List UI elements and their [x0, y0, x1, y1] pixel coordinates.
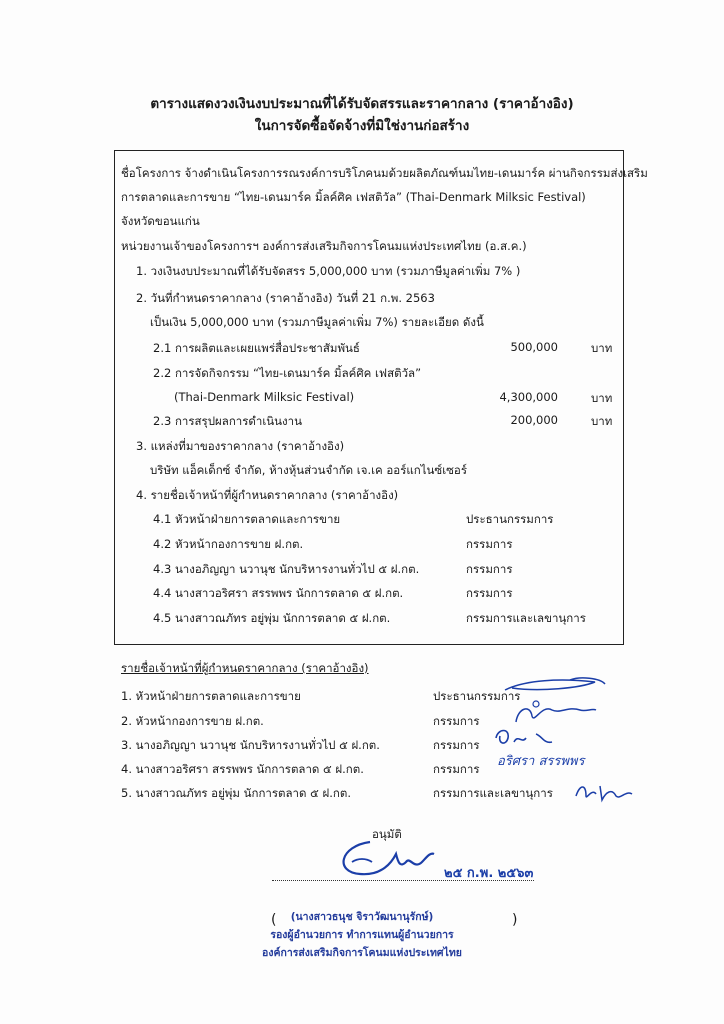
- project-province: จังหวัดขอนแก่น: [121, 214, 200, 228]
- item-3: 3. แหล่งที่มาของราคากลาง (ราคาอ้างอิง): [136, 439, 345, 453]
- committee-box-name-4: 4.4 นางสาวอริศรา สรรพพร นักการตลาด ๕ ฝ.กต.: [153, 586, 404, 600]
- sig-row-role-5: กรรมการและเลขานุการ: [433, 786, 553, 800]
- project-name-line2: การตลาดและการขาย “ไทย-เดนมาร์ค มิ้ลค์ศิค เฟสติวัล” (Thai-Denmark Milksic Festival): [121, 190, 586, 204]
- signer-paren-open: (: [271, 912, 277, 928]
- sig-row-role-3: กรรมการ: [433, 738, 480, 752]
- sig-row-role-4: กรรมการ: [433, 762, 480, 776]
- sub-item-2-2-cont: (Thai-Denmark Milksic Festival): [174, 390, 355, 404]
- sub-item-2-2-amount: 4,300,000: [499, 390, 558, 404]
- sub-item-2-3-unit: บาท: [591, 414, 613, 428]
- committee-box-role-2: กรรมการ: [466, 537, 513, 551]
- sub-item-2-3: 2.3 การสรุปผลการดำเนินงาน: [153, 414, 302, 428]
- sub-item-2-1-amount: 500,000: [510, 340, 558, 354]
- approval-signature-image: [330, 832, 440, 884]
- item-3-sub: บริษัท แอ็คเด็กซ์ จำกัด, ห้างหุ้นส่วนจำกัด เจ.เค ออร์แกไนซ์เซอร์: [150, 463, 468, 477]
- signature-3-image: [492, 724, 562, 750]
- sig-row-name-1: 1. หัวหน้าฝ่ายการตลาดและการขาย: [121, 689, 301, 703]
- sig-row-name-2: 2. หัวหน้ากองการขาย ฝ.กต.: [121, 714, 264, 728]
- project-owner: หน่วยงานเจ้าของโครงการฯ องค์การส่งเสริมกิจการโคนมแห่งประเทศไทย (อ.ส.ค.): [121, 239, 527, 253]
- sig-row-name-5: 5. นางสาวณภัทร อยู่พุ่ม นักการตลาด ๕ ฝ.กต.: [121, 786, 351, 800]
- committee-box-role-3: กรรมการ: [466, 562, 513, 576]
- committee-box-name-3: 4.3 นางอภิญญา นวานุช นักบริหารงานทั่วไป ๕ ฝ.กต.: [153, 562, 420, 576]
- document-title-line2: ในการจัดซื้อจัดจ้างที่มิใช่งานก่อสร้าง: [254, 118, 470, 134]
- approval-date: ๒๕ ก.พ. ๒๕๖๓: [444, 866, 534, 881]
- committee-box-role-4: กรรมการ: [466, 586, 513, 600]
- signature-section-heading: รายชื่อเจ้าหน้าที่ผู้กำหนดราคากลาง (ราคาอ้างอิง): [121, 661, 369, 675]
- sub-item-2-2-unit: บาท: [591, 391, 613, 405]
- sig-row-name-3: 3. นางอภิญญา นวานุช นักบริหารงานทั่วไป ๕ ฝ.กต.: [121, 738, 380, 752]
- committee-box-name-2: 4.2 หัวหน้ากองการขาย ฝ.กต.: [153, 537, 304, 551]
- sig-row-name-4: 4. นางสาวอริศรา สรรพพร นักการตลาด ๕ ฝ.กต.: [121, 762, 364, 776]
- sub-item-2-2: 2.2 การจัดกิจกรรม “ไทย-เดนมาร์ค มิ้ลค์ศิค เฟสติวัล”: [153, 366, 422, 380]
- approval-signature-line: [272, 880, 534, 881]
- signer-title-2: องค์การส่งเสริมกิจการโคนมแห่งประเทศไทย: [262, 947, 462, 959]
- signer-paren-close: ): [512, 912, 518, 928]
- sig-row-role-2: กรรมการ: [433, 714, 480, 728]
- sig-row-role-1: ประธานกรรมการ: [433, 689, 521, 703]
- sub-item-2-3-amount: 200,000: [510, 413, 558, 427]
- item-4: 4. รายชื่อเจ้าหน้าที่ผู้กำหนดราคากลาง (ราคาอ้างอิง): [136, 488, 399, 502]
- item-2-sub: เป็นเงิน 5,000,000 บาท (รวมภาษีมูลค่าเพิ่ม 7%) รายละเอียด ดังนี้: [150, 315, 484, 329]
- committee-box-role-5: กรรมการและเลขานุการ: [466, 611, 586, 625]
- project-name-line1: ชื่อโครงการ จ้างดำเนินโครงการรณรงค์การบริโภคนมด้วยผลิตภัณฑ์นมไทย-เดนมาร์ค ผ่านกิจกรรมส่งเสริม: [121, 166, 648, 180]
- sub-item-2-1: 2.1 การผลิตและเผยแพร่สื่อประชาสัมพันธ์: [153, 341, 360, 355]
- document-title-line1: ตารางแสดงวงเงินงบประมาณที่ได้รับจัดสรรและราคากลาง (ราคาอ้างอิง): [150, 96, 574, 112]
- sub-item-2-1-unit: บาท: [591, 341, 613, 355]
- committee-box-name-5: 4.5 นางสาวณภัทร อยู่พุ่ม นักการตลาด ๕ ฝ.กต.: [153, 611, 391, 625]
- signature-4-handwritten: อริศรา สรรพพร: [497, 754, 585, 769]
- signer-name: (นางสาวธนุช จิราวัฒนานุรักษ์): [290, 911, 434, 923]
- item-2: 2. วันที่กำหนดราคากลาง (ราคาอ้างอิง) วันที่ 21 ก.พ. 2563: [136, 291, 435, 305]
- committee-box-name-1: 4.1 หัวหน้าฝ่ายการตลาดและการขาย: [153, 512, 341, 526]
- committee-box-role-1: ประธานกรรมการ: [466, 512, 554, 526]
- approval-label: อนุมัติ: [372, 827, 402, 841]
- signer-title-1: รองผู้อำนวยการ ทำการแทนผู้อำนวยการ: [270, 929, 454, 941]
- signature-5-image: [572, 778, 642, 804]
- item-1: 1. วงเงินงบประมาณที่ได้รับจัดสรร 5,000,000 บาท (รวมภาษีมูลค่าเพิ่ม 7% ): [136, 264, 521, 278]
